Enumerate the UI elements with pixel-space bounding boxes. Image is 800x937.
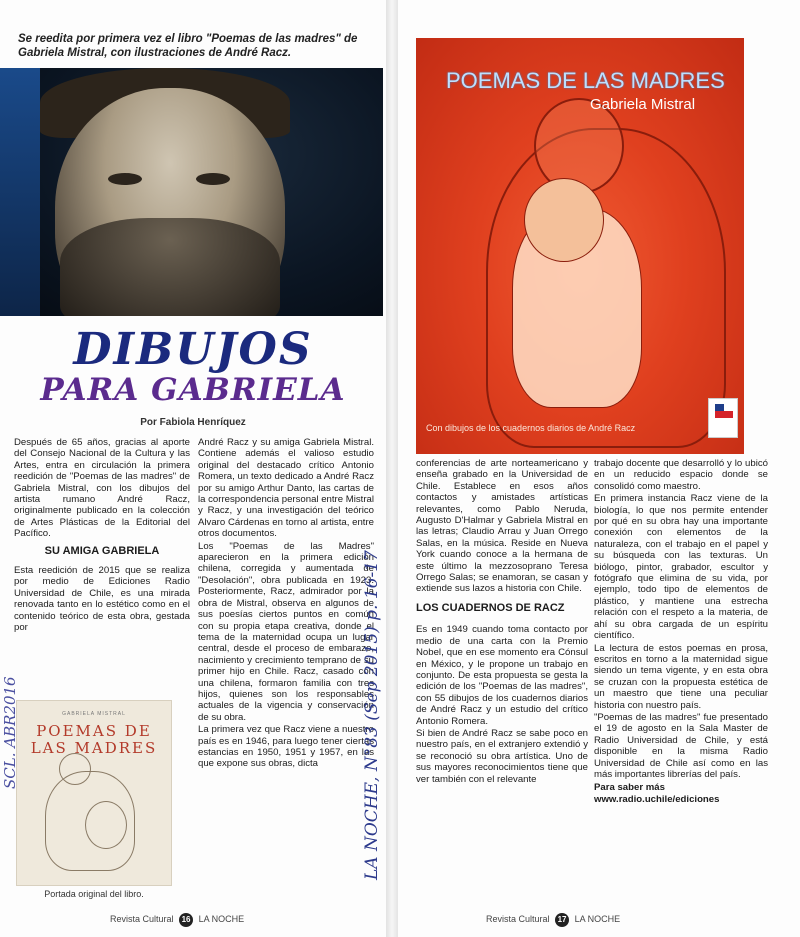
byline: Por Fabiola Henríquez <box>140 417 246 428</box>
paragraph: conferencias de arte norteamericano y enseña grabado en la Universidad de Chile. Establece en esos años contactos y amistades artísticas relevantes, como Pablo Neruda, Augusto D'Halmar y Gabriela Mistral en las letras; Claudio Arrau y Juan Orrego Salas, en la música. Reside en Nueva York cuando conoce a la hermana de este último la mezzosoprano Teresa Orrego Salas; se enamoran, se casan y extiende sus lazos a historia con Chile. <box>416 458 588 595</box>
more-info-label: Para saber más <box>594 782 665 794</box>
page-number: 16 <box>179 913 193 927</box>
paragraph: Después de 65 años, gracias al aporte del Consejo Nacional de la Cultura y las Artes, entra en circulación la primera reedición de "Poemas de las madres" de Gabriela Mistral, con los dibujos del artista rumano André Racz, originalmente publicado en la colección de Artes Plásticas de la Editorial del Pacífico. <box>14 437 190 540</box>
paragraph: Esta reedición de 2015 que se realiza por medio de Ediciones Radio Universidad de Chile, es una mirada renovada tanto en lo estético como en el contenido teórico de esta obra, gestada por <box>14 565 190 634</box>
section-heading: SU AMIGA GABRIELA <box>44 544 160 557</box>
paragraph: La primera vez que Racz viene a nuestro país es en 1946, para luego tener ciertas estancias en 1950, 1951 y 1957, en las que expone sus obras, dicta <box>198 724 374 770</box>
more-info-link[interactable]: www.radio.uchile/ediciones <box>594 793 720 805</box>
image-caption: Portada original del libro. <box>44 889 144 899</box>
book-cover-image <box>16 700 172 886</box>
page-footer: Revista Cultural 16 LA NOCHE <box>110 913 244 927</box>
page-footer: Revista Cultural 17 LA NOCHE <box>486 913 620 927</box>
cover-author: Gabriela Mistral <box>590 96 696 113</box>
cover-title: POEMAS DE LAS MADRES <box>446 68 725 93</box>
book-author: GABRIELA MISTRAL <box>62 711 126 717</box>
right-column-2 <box>594 458 768 805</box>
paragraph: "Poemas de las madres" fue presentado el 19 de agosto en la Sala Master de Radio Universidad de Chile, y está disponible en la misma Radio Universidad de Chile así como en las más importantes librerías del país. <box>594 711 768 780</box>
paragraph: Los "Poemas de las Madres" aparecieron en la primera edición chilena, corregida y aumentada de "Desolación", obra publicada en 1923. Posteriormente, Racz, admirador por la obra de Mistral, observa en algunos de sus poesías ciertos puntos en común con su propia etapa creativa, donde el tema de la maternidad ocupa un lugar central, desde el proceso de embarazo, nacimiento y crecimiento temprano de su primer hijo en Chile. Racz, casado con una chilena, formaron familia con tres hijos, quienes son los responsables actuales de la vigencia y conservación de su obra. <box>198 540 374 723</box>
left-page <box>0 0 386 937</box>
cover-subtitle: Con dibujos de los cuadernos diarios de André Racz <box>426 423 636 433</box>
left-column-1 <box>14 437 190 635</box>
page-gutter <box>386 0 398 937</box>
paragraph: En primera instancia Racz viene de la biología, lo que nos permite entender por qué en su obra hay una importante conexión con elementos de la naturaleza, con el trabajo en el papel y su búsqueda con las texturas. Un biólogo, pintor, grabador, escultor y fotógrafo que elimina de su vida, por ejemplo, todo tipo de elementos de plástico, y mantiene una estrecha relación con el respeto a la materia, de ahí su obra cargada de un espíritu científico. <box>594 493 768 642</box>
right-column-1 <box>416 458 588 786</box>
paragraph: trabajo docente que desarrolló y lo ubicó en un reducido espacio donde se consolidó como maestro. <box>594 458 768 492</box>
handwritten-annotation: LA NOCHE, N°83 (Sep 2015) p. 16-17 <box>362 550 382 880</box>
government-logo-icon <box>708 398 738 438</box>
section-heading: LOS CUADERNOS DE RACZ <box>416 601 565 614</box>
portrait-photo <box>0 68 383 316</box>
left-column-2 <box>198 437 374 771</box>
red-book-cover <box>416 38 744 454</box>
right-page <box>398 0 800 937</box>
handwritten-side-note: SCL. ABR2016 <box>1 676 19 789</box>
paragraph: André Racz y su amiga Gabriela Mistral. Contiene además el valioso estudio original del destacado crítico Antonio Romera, un texto dedicado a André Racz por su amigo Arthur Danto, las cartas de la correspondencia personal entre Mistral y Racz, y una investigación del teórico Alvaro Cárdenas en torno al artista, entre otros documentos. <box>198 437 374 540</box>
page-number: 17 <box>555 913 569 927</box>
kicker-text: Se reedita por primera vez el libro "Poemas de las madres" de Gabriela Mistral, con ilustraciones de André Racz. <box>18 33 358 59</box>
paragraph: Es en 1949 cuando toma contacto por medio de una carta con la Premio Nobel, que en ese momento era Cónsul en México, y le propone un trabajo en conjunto. De esta propuesta se gesta la edición de los "Poemas de las madres", con 55 dibujos de los cuadernos diarios de André Racz y un estudio del crítico Antonio Romera. <box>416 624 588 727</box>
article-subtitle: PARA GABRIELA <box>40 372 346 408</box>
paragraph: Si bien de André Racz se sabe poco en nuestro país, en el extranjero extendió y se reconoció su obra artística. Uno de sus mayores reconocimientos tiene que ver también con el relevante <box>416 727 588 785</box>
paragraph: La lectura de estos poemas en prosa, escritos en torno a la maternidad sigue siendo un tema vigente, y en esta obra se cruzan con la propuesta estética de un maestro que tiene una peculiar historia con nuestro país. <box>594 642 768 711</box>
article-title: DIBUJOS <box>73 324 313 375</box>
book-title: POEMAS DE LAS MADRES <box>30 722 158 757</box>
